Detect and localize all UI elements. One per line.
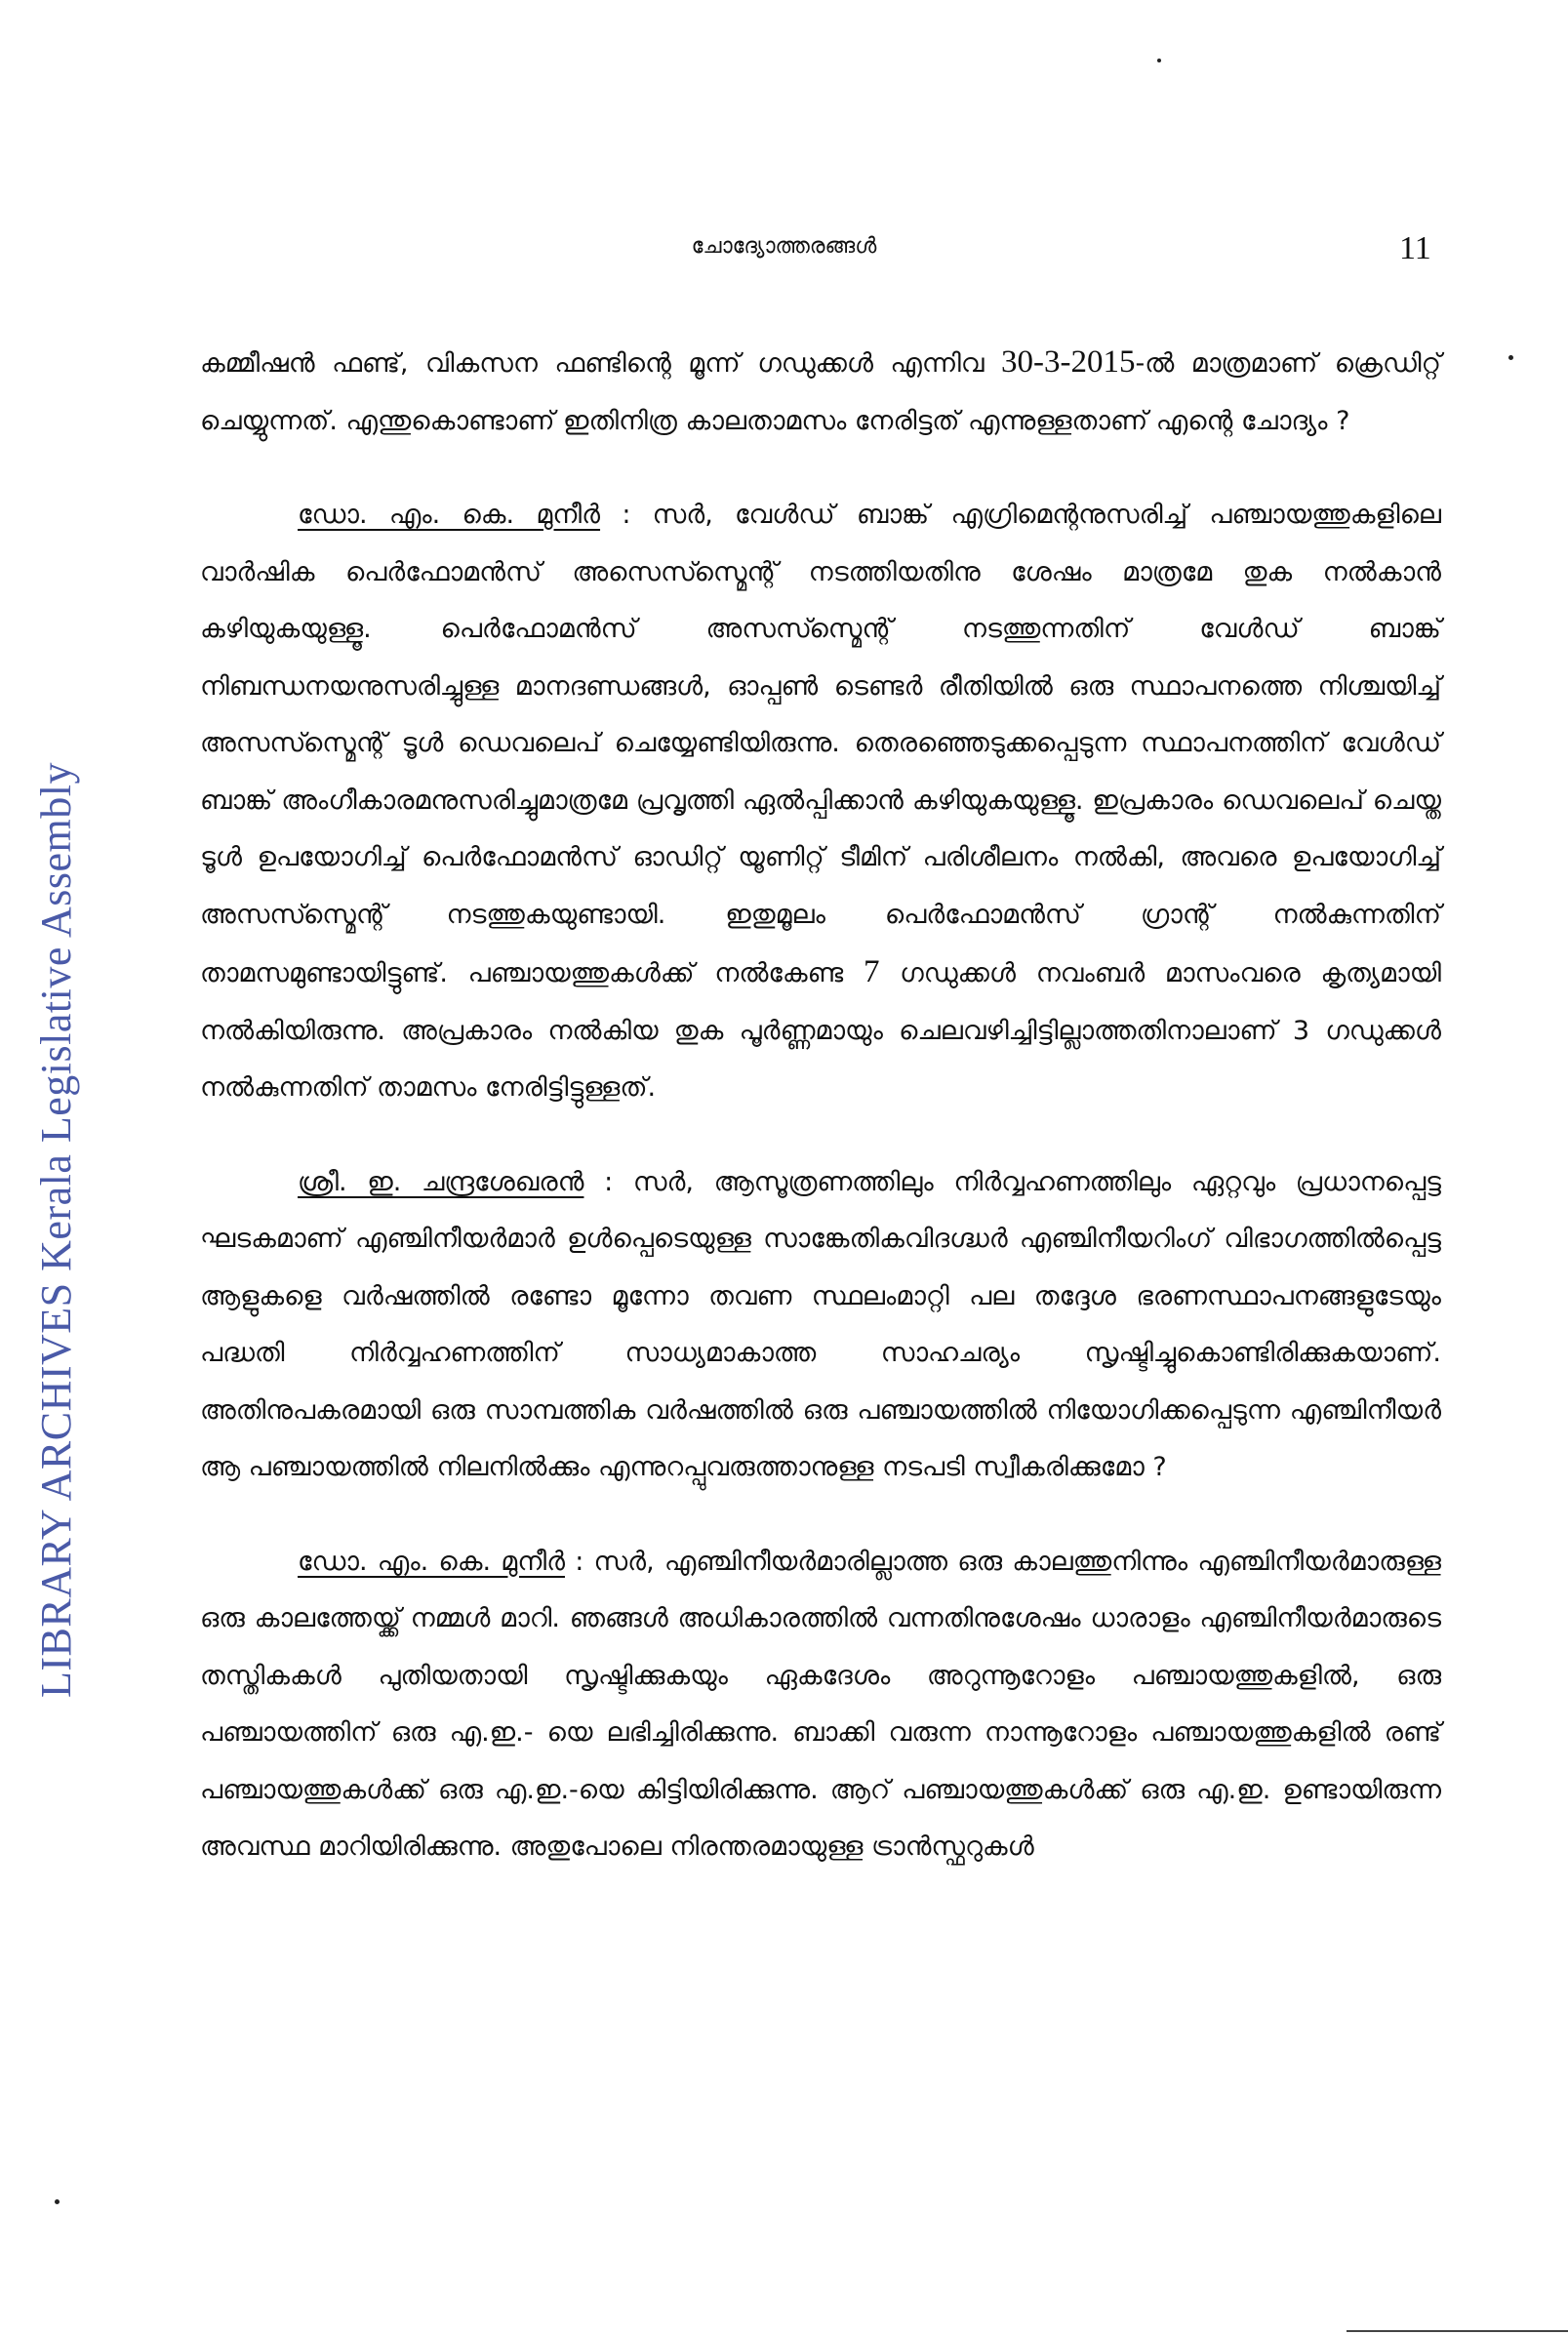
paragraph-question [200, 1154, 1441, 1497]
scan-edge-line [1347, 2330, 1568, 2332]
archive-watermark: LIBRARY ARCHIVES Kerala Legislative Assembly [32, 762, 80, 1698]
scan-speck [55, 2199, 60, 2204]
scan-speck [1157, 59, 1161, 62]
date-value: 30-3-2015 [1001, 344, 1136, 380]
paragraph-answer [200, 1534, 1441, 1876]
paragraph-text: : സർ, എഞ്ചിനീയർമാരില്ലാത്ത ഒരു കാലത്തുനിന്നും എഞ്ചിനീയർമാരുള്ള ഒരു കാലത്തേയ്ക്ക് നമ്മൾ മാറി. ഞങ്ങൾ അധികാരത്തിൽ വന്നതിനുശേഷം ധാരാളം എഞ്ചിനീയർമാരുടെ തസ്തികകൾ പുതിയതായി സൃഷ്ടിക്കുകയും ഏകദേശം അറുന്നൂറോളം പഞ്ചായത്തുകളിൽ, ഒരു പഞ്ചായത്തിന് ഒരു എ.ഇ.- യെ ലഭിച്ചിരിക്കുന്നു. ബാക്കി വരുന്ന നാന്നൂറോളം പഞ്ചായത്തുകളിൽ രണ്ട് പഞ്ചായത്തുകൾക്ക് ഒരു എ.ഇ.-യെ കിട്ടിയിരിക്കുന്നു. ആറ് പഞ്ചായത്തുകൾക്ക് ഒരു എ.ഇ. ഉണ്ടായിരുന്ന അവസ്ഥ മാറിയിരിക്കുന്നു. അതുപോലെ നിരന്തരമായുള്ള ട്രാൻസ്ഫറുകൾ [200, 1546, 1441, 1862]
page-number: 11 [1399, 230, 1431, 266]
header-title: ചോദ്യോത്തരങ്ങൾ [691, 234, 877, 259]
paragraph-text: : സർ, ആസൂത്രണത്തിലും നിർവ്വഹണത്തിലും ഏറ്റവും പ്രധാനപ്പെട്ട ഘടകമാണ് എഞ്ചിനീയർമാർ ഉൾപ്പെടെയുള്ള സാങ്കേതികവിദഗ്ദ്ധർ എഞ്ചിനീയറിംഗ് വിഭാഗത്തിൽപ്പെട്ട ആളുകളെ വർഷത്തിൽ രണ്ടോ മൂന്നോ തവണ സ്ഥലംമാറ്റി പല തദ്ദേശ ഭരണസ്ഥാപനങ്ങളുടേയും പദ്ധതി നിർവ്വഹണത്തിന് സാധ്യമാകാത്ത സാഹചര്യം സൃഷ്ടിച്ചുകൊണ്ടിരിക്കുകയാണ്. അതിനുപകരമായി ഒരു സാമ്പത്തിക വർഷത്തിൽ ഒരു പഞ്ചായത്തിൽ നിയോഗിക്കപ്പെടുന്ന എഞ്ചിനീയർ ആ പഞ്ചായത്തിൽ നിലനിൽക്കും എന്നുറപ്പുവരുത്താനുള്ള നടപടി സ്വീകരിക്കുമോ ? [200, 1166, 1441, 1482]
paragraph-text: ഗഡുക്കൾ നവംബർ മാസംവരെ കൃത്യമായി നൽകിയിരുന്നു. അപ്രകാരം നൽകിയ തുക പൂർണ്ണമായും ചെലവഴിച്ചിട്ടില്ലാത്തതിനാലാണ് 3 ഗഡുക്കൾ നൽകുന്നതിന് താമസം നേരിട്ടിട്ടുള്ളത്. [200, 958, 1441, 1103]
scan-speck [1508, 355, 1513, 360]
speaker-name: ഡോ. എം. കെ. മുനീർ [298, 500, 601, 530]
paragraph-text: കമ്മീഷൻ ഫണ്ട്, വികസന ഫണ്ടിന്റെ മൂന്ന് ഗഡുക്കൾ എന്നിവ [200, 348, 1001, 379]
paragraph-text: : സർ, വേൾഡ് ബാങ്ക് എഗ്രിമെന്റനുസരിച്ച് പഞ്ചായത്തുകളിലെ വാർഷിക പെർഫോമൻസ് അസെസ്സ്മെന്റ് നടത്തിയതിനു ശേഷം മാത്രമേ തുക നൽകാൻ കഴിയുകയുള്ളൂ. പെർഫോമൻസ് അസസ്സ്മെന്റ് നടത്തുന്നതിന് വേൾഡ് ബാങ്ക് നിബന്ധനയനുസരിച്ചുള്ള മാനദണ്ഡങ്ങൾ, ഓപ്പൺ ടെണ്ടർ രീതിയിൽ ഒരു സ്ഥാപനത്തെ നിശ്ചയിച്ച് അസസ്സ്മെന്റ് ടൂൾ ഡെവലെപ് ചെയ്യേണ്ടിയിരുന്നു. തെരഞ്ഞെടുക്കപ്പെടുന്ന സ്ഥാപനത്തിന് വേൾഡ് ബാങ്ക് അംഗീകാരമനുസരിച്ചുമാത്രമേ പ്രവൃത്തി ഏൽപ്പിക്കാൻ കഴിയുകയുള്ളൂ. ഇപ്രകാരം ഡെവലെപ് ചെയ്ത ടൂൾ ഉപയോഗിച്ച് പെർഫോമൻസ് ഓഡിറ്റ് യൂണിറ്റ് ടീമിന് പരിശീലനം നൽകി, അവരെ ഉപയോഗിച്ച് അസസ്സ്മെന്റ് നടത്തുകയുണ്ടായി. ഇതുമൂലം പെർഫോമൻസ് ഗ്രാന്റ് നൽകുന്നതിന് താമസമുണ്ടായിട്ടുണ്ട്. പഞ്ചായത്തുകൾക്ക് നൽകേണ്ട [200, 500, 1441, 988]
document-body [200, 334, 1441, 1913]
paragraph-text: -ൽ മാത്രമാണ് ക്രെഡിറ്റ് ചെയ്യുന്നത്. എന്തുകൊണ്ടാണ് ഇതിനിത്ര കാലതാമസം നേരിട്ടത് എന്നുള്ളതാണ് എന്റെ ചോദ്യം ? [200, 348, 1441, 436]
paragraph-question-continued [200, 334, 1441, 450]
speaker-name: ഡോ. എം. കെ. മുനീർ [298, 1546, 565, 1577]
instalment-count: 7 [863, 954, 880, 989]
paragraph-answer [200, 487, 1441, 1117]
speaker-name: ശ്രീ. ഇ. ചന്ദ്രശേഖരൻ [298, 1166, 584, 1197]
page-header [0, 230, 1568, 269]
